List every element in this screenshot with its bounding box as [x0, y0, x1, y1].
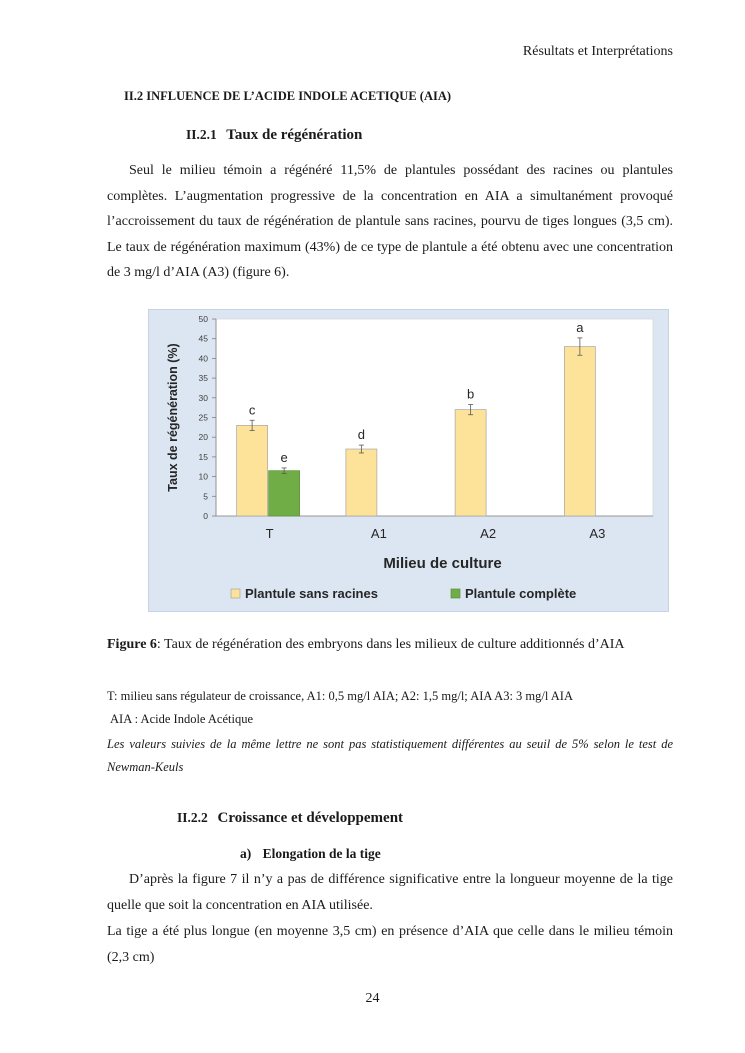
y-tick-label: 10 [198, 471, 208, 482]
section-title-text: INFLUENCE DE L’ACIDE INDOLE ACETIQUE (AIA) [146, 89, 452, 103]
subsection-title-2 [177, 810, 403, 827]
note-statistics: Les valeurs suivies de la même lettre ne sont pas statistiquement différentes au seuil de 5% selon le test de Newman-Keuls [107, 737, 673, 774]
significance-letter: d [357, 427, 365, 443]
y-axis-title: Taux de régénération (%) [166, 343, 180, 492]
legend-swatch [451, 589, 460, 598]
section-number: II.2 [124, 89, 144, 103]
figure-caption [107, 637, 625, 653]
x-tick-label: A1 [370, 526, 387, 541]
bar-sans-racines [237, 425, 268, 516]
significance-letter: e [280, 449, 288, 465]
legend-label: Plantule complète [465, 586, 577, 601]
y-tick-label: 5 [203, 491, 208, 502]
y-tick-label: 25 [198, 412, 208, 423]
bar-chart [149, 310, 668, 611]
significance-letter: a [576, 319, 584, 335]
bar-sans-racines [346, 449, 377, 516]
y-tick-label: 45 [198, 333, 208, 344]
bar-complete [269, 471, 300, 516]
subsection-number: II.2.1 [186, 127, 217, 142]
x-axis-title: Milieu de culture [383, 555, 502, 572]
subsubsection-title [240, 846, 381, 862]
page-number: 24 [365, 991, 380, 1006]
subsection-title [186, 127, 362, 144]
bar-sans-racines [455, 410, 486, 516]
note-aia: AIA : Acide Indole Acétique [110, 712, 254, 726]
subsubsection-letter: a) [240, 846, 252, 861]
legend-label: Plantule sans racines [245, 586, 378, 601]
subsection-title-text-2: Croissance et développement [217, 810, 404, 826]
x-tick-label: T [265, 526, 274, 541]
paragraph-elongation: D’après la figure 7 il n’y a pas de différence significative entre la longueur moyenne de la tige quelle que soit la concentration en AIA utilisée. [107, 872, 673, 913]
subsection-title-text: Taux de régénération [226, 127, 363, 143]
y-tick-label: 35 [198, 373, 208, 384]
figure-caption-text: : Taux de régénération des embryons dans les milieux de culture additionnés d’AIA [156, 637, 625, 652]
significance-letter: b [467, 386, 475, 402]
running-header: Résultats et Interprétations [522, 44, 673, 59]
legend-swatch [231, 589, 240, 598]
y-tick-label: 20 [198, 432, 208, 443]
significance-letter: c [248, 402, 256, 418]
y-tick-label: 0 [203, 511, 208, 521]
y-tick-label: 50 [198, 314, 208, 324]
note-abbreviations: T: milieu sans régulateur de croissance, A1: 0,5 mg/l AIA; A2: 1,5 mg/l; AIA A3: 3 mg/l AIA [107, 689, 573, 703]
paragraph-stem-length: La tige a été plus longue (en moyenne 3,5 cm) en présence d’AIA que celle dans le milieu témoin (2,3 cm) [107, 924, 673, 965]
section-title [124, 89, 451, 104]
subsection-number-2: II.2.2 [177, 810, 208, 825]
figure-6-chart [148, 309, 669, 612]
y-tick-label: 30 [198, 392, 208, 403]
x-tick-label: A3 [589, 526, 606, 541]
bar-sans-racines [564, 347, 595, 516]
subsubsection-title-text: Elongation de la tige [262, 846, 381, 861]
paragraph-regeneration: Seul le milieu témoin a régénéré 11,5% de plantules possédant des racines ou plantules complètes. L’augmentation progressive de la concentration en AIA a simultanément provoqué l’accroissement du taux de régénération de plantule sans racines, pourvu de tiges longues (3,5 cm). Le taux de régénération maximum (43%) de ce type de plantule a été obtenu avec une concentration de 3 mg/l d’AIA (A3) (figure 6). [107, 163, 673, 280]
y-tick-label: 15 [198, 451, 208, 462]
figure-label: Figure 6 [107, 637, 157, 652]
y-tick-label: 40 [198, 353, 208, 364]
x-tick-label: A2 [480, 526, 497, 541]
